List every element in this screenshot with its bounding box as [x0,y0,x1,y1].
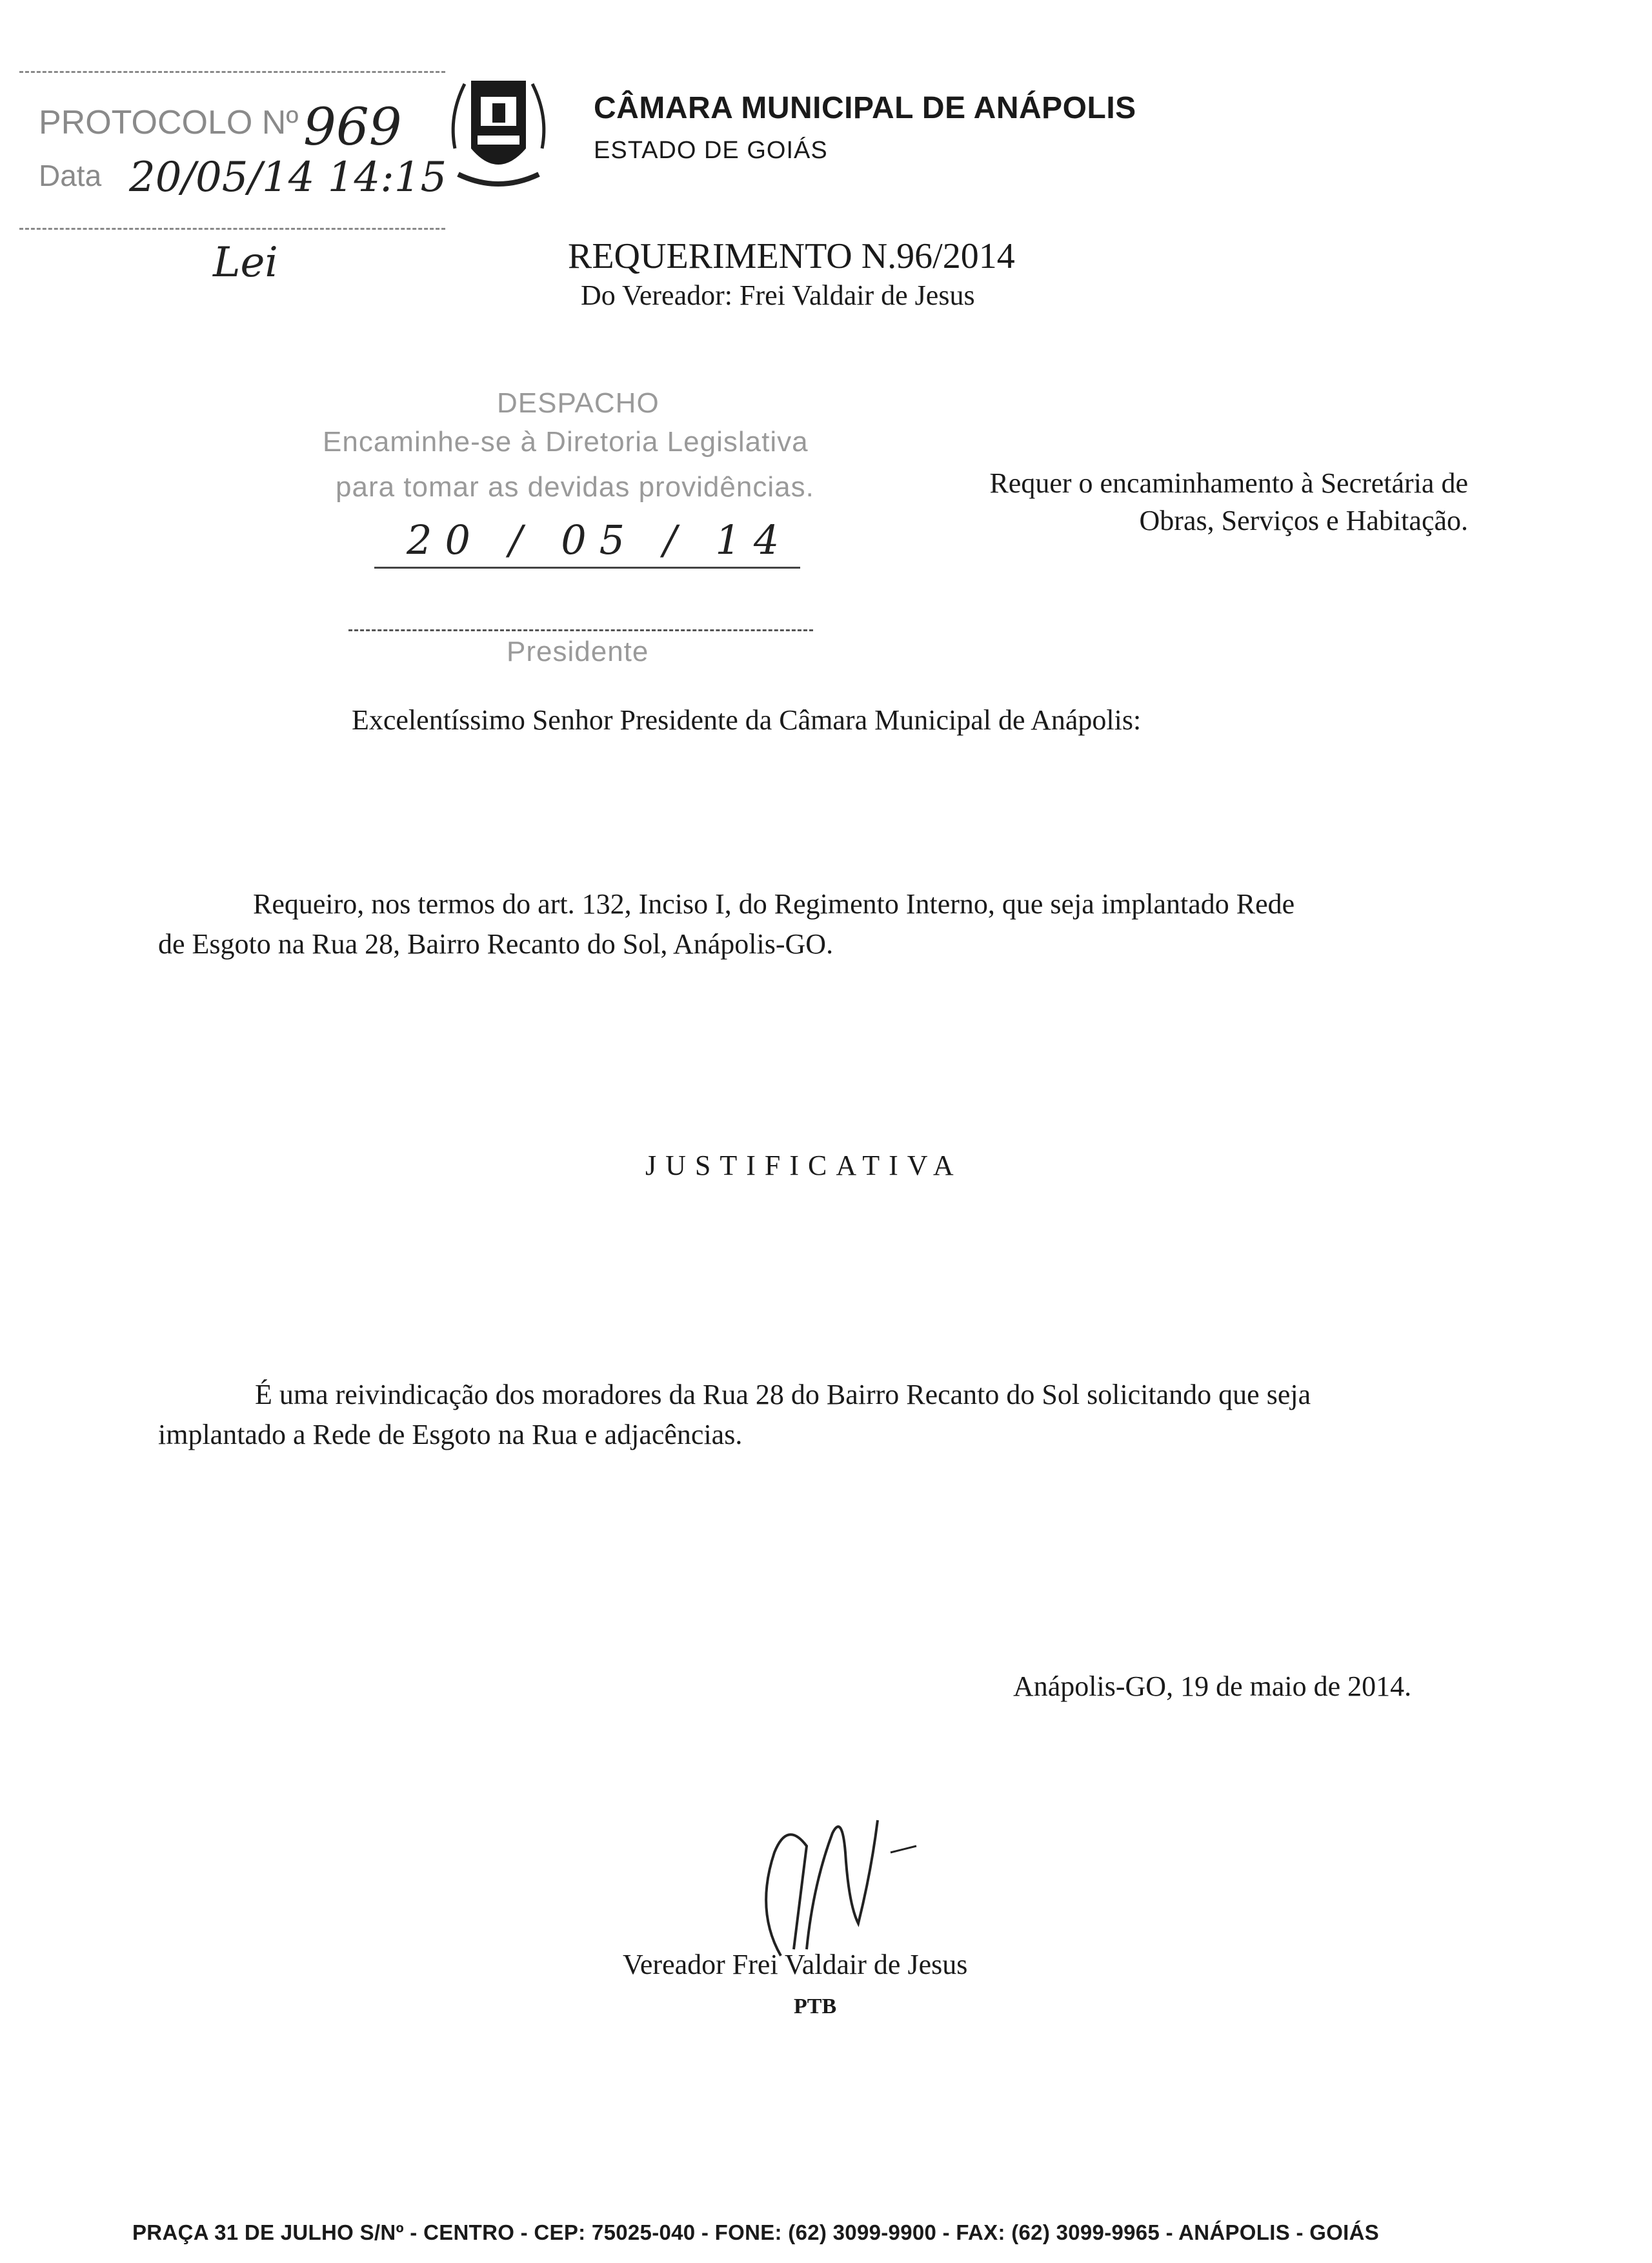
footer-address: PRAÇA 31 DE JULHO S/Nº - CENTRO - CEP: 75025-040 - FONE: (62) 3099-9900 - FAX: (62) 3099-9965 - ANÁPOLIS - GOIÁS [132,2220,1380,2244]
signatory-party: PTB [794,1994,837,2018]
ementa-line2: Obras, Serviços e Habitação. [1139,505,1468,536]
despacho-date-line [374,567,800,569]
protocol-number-label: PROTOCOLO Nº [39,104,299,141]
requerimento-author: Do Vereador: Frei Valdair de Jesus [581,279,975,311]
despacho-role: Presidente [507,636,649,667]
despacho-date: 20 / 05 / 14 [407,516,792,563]
ementa-line1: Requer o encaminhamento à Secretária de [989,467,1468,499]
justificativa-heading: JUSTIFICATIVA [645,1150,963,1181]
despacho-title: DESPACHO [497,387,660,419]
despacho-line1: Encaminhe-se à Diretoria Legislativa [323,426,809,458]
protocol-number-value: 969 [303,97,402,157]
request-line1: Requeiro, nos termos do art. 132, Inciso I, do Regimento Interno, que seja implantado Rede [253,888,1295,920]
municipal-crest-icon [442,71,555,194]
despacho-line2: para tomar as devidas providências. [336,471,814,503]
justificativa-line1: É uma reivindicação dos moradores da Rua 28 do Bairro Recanto do Sol solicitando que seja [255,1379,1311,1410]
protocol-date-value: 20/05/14 14:15 [129,154,447,201]
requerimento-title: REQUERIMENTO N.96/2014 [568,236,1015,276]
state-name: ESTADO DE GOIÁS [594,137,828,164]
protocol-initials: Lei [213,239,278,287]
justificativa-line2: implantado a Rede de Esgoto na Rua e adjacências. [158,1419,743,1450]
ementa [989,465,1468,540]
despacho-signature-line [348,629,813,631]
signatory-name: Vereador Frei Valdair de Jesus [623,1949,968,1980]
protocol-date-label: Data [39,159,102,192]
place-date: Anápolis-GO, 19 de maio de 2014. [1013,1670,1412,1702]
salutation: Excelentíssimo Senhor Presidente da Câmara Municipal de Anápolis: [352,704,1142,736]
organization-name: CÂMARA MUNICIPAL DE ANÁPOLIS [594,91,1136,125]
signature-scribble [729,1794,936,1969]
request-line2: de Esgoto na Rua 28, Bairro Recanto do Sol, Anápolis-GO. [158,928,834,960]
